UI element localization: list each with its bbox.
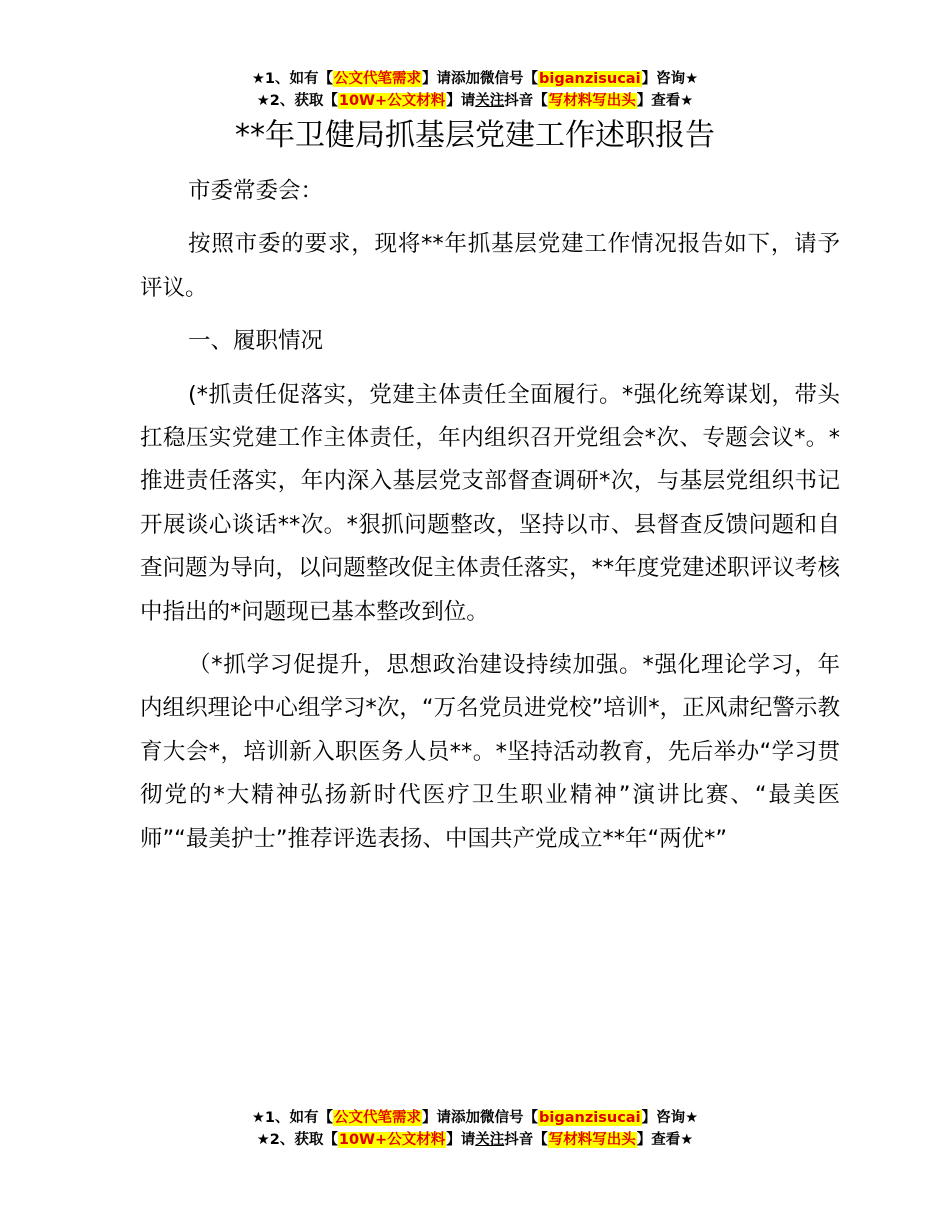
banner-text: ★1、如有【 [251, 1110, 334, 1126]
banner-highlight-wechat: biganzisucai [539, 71, 641, 87]
banner-highlight-materials: 10W+公文材料 [338, 1132, 446, 1148]
page-title: **年卫健局抓基层党建工作述职报告 [235, 118, 715, 153]
banner-text: 抖音【 [504, 93, 548, 109]
banner-text: ★2、获取【 [256, 93, 338, 109]
banner-text: 】请 [446, 93, 476, 109]
salutation: 市委常委会： [188, 178, 324, 204]
banner-text: 】咨询★ [641, 71, 699, 87]
banner-text: 微信号【 [480, 71, 539, 87]
banner-line-1 [0, 68, 950, 90]
intro-paragraph: 按照市委的要求，现将**年抓基层党建工作情况报告如下，请予评议。 [140, 231, 840, 301]
banner-highlight-service: 公文代笔需求 [334, 1110, 422, 1126]
section-heading: 一、履职情况 [188, 328, 324, 355]
banner-text: 关注 [475, 93, 505, 109]
banner-text: 加 [465, 71, 481, 87]
banner-highlight-douyin: 写材料写出头 [548, 93, 636, 109]
banner-text: ★1、如有【 [251, 71, 334, 87]
banner-text: 加 [465, 1110, 481, 1126]
header-banner [0, 68, 950, 112]
banner-highlight-douyin: 写材料写出头 [548, 1132, 636, 1148]
banner-line-1 [0, 1107, 950, 1129]
banner-text: 微信号【 [480, 1110, 539, 1126]
banner-text: 】请添 [422, 1110, 466, 1126]
banner-line-2 [0, 1129, 950, 1151]
banner-text: ★2、获取【 [256, 1132, 338, 1148]
body-paragraph: （*抓学习促提升，思想政治建设持续加强。*强化理论学习，年内组织理论中心组学习*次，“万名党员进党校”培训*，正风肃纪警示教育大会*，培训新入职医务人员**。*坚持活动教育，先后举办“学习贯彻党的*大精神弘扬新时代医疗卫生职业精神”演讲比赛、“最美医师”“最美护士”推荐评选表扬、中国共产党成立**年“两优*” [140, 652, 840, 852]
document-body [140, 170, 840, 871]
banner-highlight-service: 公文代笔需求 [334, 71, 422, 87]
banner-text: 】请添 [422, 71, 466, 87]
banner-text: 】查看★ [636, 93, 694, 109]
banner-text: 】查看★ [636, 1132, 694, 1148]
banner-highlight-wechat: biganzisucai [539, 1110, 641, 1126]
banner-text: 抖音【 [504, 1132, 548, 1148]
body-paragraph: (*抓责任促落实，党建主体责任全面履行。*强化统筹谋划，带头扛稳压实党建工作主体责任，年内组织召开党组会*次、专题会议*。*推进责任落实，年内深入基层党支部督查调研*次，与基层党组织书记开展谈心谈话**次。*狠抓问题整改，坚持以市、县督查反馈问题和自查问题为导向，以问题整改促主体责任落实，**年度党建述职评议考核中指出的*问题现已基本整改到位。 [140, 381, 840, 625]
footer-banner [0, 1107, 950, 1151]
banner-text: 】咨询★ [641, 1110, 699, 1126]
banner-line-2 [0, 90, 950, 112]
banner-highlight-materials: 10W+公文材料 [338, 93, 446, 109]
banner-text: 】请 [446, 1132, 476, 1148]
banner-text: 关注 [475, 1132, 505, 1148]
